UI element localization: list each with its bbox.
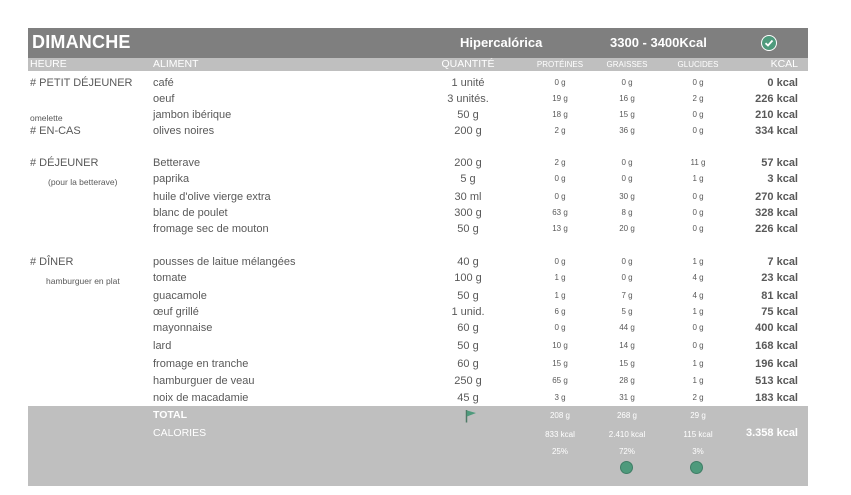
row-quantity: 50 g [457, 109, 479, 121]
total-protein-kcal: 833 kcal [545, 430, 575, 439]
calorie-range: 3300 - 3400Kcal [610, 35, 707, 50]
row-time-label: (pour la betterave) [48, 177, 118, 187]
row-protein: 19 g [552, 94, 568, 103]
row-kcal: 334 kcal [755, 125, 798, 137]
table-row [28, 155, 808, 171]
day-title: DIMANCHE [32, 32, 131, 52]
row-carbs: 0 g [692, 78, 704, 87]
row-protein: 0 g [554, 174, 566, 183]
row-food: noix de macadamie [153, 392, 249, 404]
row-quantity: 200 g [454, 157, 482, 169]
check-circle-icon [761, 35, 777, 51]
row-kcal: 3 kcal [767, 173, 798, 185]
row-fat: 20 g [619, 224, 635, 233]
row-fat: 0 g [621, 78, 633, 87]
row-food: Betterave [153, 157, 201, 169]
row-fat: 30 g [619, 192, 635, 201]
row-protein: 0 g [554, 192, 566, 201]
row-quantity: 50 g [457, 223, 479, 235]
total-carbs-kcal: 115 kcal [683, 430, 713, 439]
table-row [28, 356, 808, 372]
row-quantity: 3 unités. [447, 93, 489, 105]
table-row [28, 91, 808, 107]
row-kcal: 328 kcal [755, 207, 798, 219]
table-row [28, 75, 808, 91]
row-quantity: 5 g [460, 173, 476, 185]
row-fat: 0 g [621, 273, 633, 282]
row-food: fromage sec de mouton [153, 223, 269, 235]
table-row [28, 107, 808, 123]
row-fat: 0 g [621, 257, 633, 266]
row-carbs: 1 g [692, 359, 704, 368]
row-food: fromage en tranche [153, 358, 249, 370]
row-carbs: 0 g [692, 192, 704, 201]
row-protein: 2 g [554, 158, 566, 167]
row-kcal: 210 kcal [755, 109, 798, 121]
row-carbs: 4 g [692, 291, 704, 300]
row-quantity: 100 g [454, 272, 482, 284]
column-header [28, 58, 808, 71]
protein-percent: 25% [551, 447, 568, 456]
row-carbs: 4 g [692, 273, 704, 282]
row-quantity: 50 g [457, 340, 479, 352]
row-fat: 14 g [619, 341, 635, 350]
row-kcal: 168 kcal [755, 340, 798, 352]
row-kcal: 0 kcal [767, 77, 798, 89]
row-kcal: 270 kcal [755, 191, 798, 203]
row-time-label: # EN-CAS [30, 125, 81, 137]
row-kcal: 196 kcal [755, 358, 798, 370]
row-food: œuf grillé [153, 306, 199, 318]
total-label: TOTAL [153, 409, 188, 421]
row-protein: 2 g [554, 126, 566, 135]
calories-label: CALORIES [153, 427, 207, 439]
row-food: oeuf [153, 93, 175, 105]
row-time-label: # DÎNER [30, 256, 74, 268]
row-kcal: 183 kcal [755, 392, 798, 404]
row-time-label: omelette [30, 113, 63, 123]
row-protein: 0 g [554, 78, 566, 87]
table-row [28, 390, 808, 406]
flag-icon [465, 409, 477, 423]
row-carbs: 1 g [692, 174, 704, 183]
row-fat: 5 g [621, 307, 633, 316]
row-carbs: 2 g [692, 94, 704, 103]
row-protein: 1 g [554, 291, 566, 300]
header-fat: GRAISSES [606, 60, 648, 69]
row-protein: 63 g [552, 208, 568, 217]
row-protein: 18 g [552, 110, 568, 119]
row-quantity: 200 g [454, 125, 482, 137]
row-protein: 65 g [552, 376, 568, 385]
plan-type: Hipercalórica [460, 35, 543, 50]
row-quantity: 60 g [457, 322, 479, 334]
table-row [28, 304, 808, 320]
row-time-label: hamburguer en plat [46, 276, 120, 286]
row-protein: 0 g [554, 257, 566, 266]
row-protein: 0 g [554, 323, 566, 332]
total-fat-kcal: 2.410 kcal [608, 430, 646, 439]
row-kcal: 513 kcal [755, 375, 798, 387]
total-protein-g: 208 g [549, 411, 571, 420]
row-carbs: 2 g [692, 393, 704, 402]
row-protein: 10 g [552, 341, 568, 350]
table-row [28, 288, 808, 304]
row-carbs: 0 g [692, 110, 704, 119]
row-carbs: 0 g [692, 208, 704, 217]
table-row [28, 171, 808, 187]
row-food: lard [153, 340, 172, 352]
header-food: ALIMENT [153, 58, 199, 70]
row-food: guacamole [153, 290, 207, 302]
row-kcal: 57 kcal [761, 157, 798, 169]
row-fat: 44 g [619, 323, 635, 332]
row-quantity: 300 g [454, 207, 482, 219]
table-row [28, 254, 808, 270]
title-bar [28, 28, 808, 58]
header-time: HEURE [30, 58, 67, 70]
row-food: mayonnaise [153, 322, 213, 334]
row-food: jambon ibérique [153, 109, 232, 121]
table-row [28, 373, 808, 389]
row-carbs: 1 g [692, 257, 704, 266]
fat-percent: 72% [618, 447, 635, 456]
row-protein: 15 g [552, 359, 568, 368]
table-row [28, 221, 808, 237]
row-protein: 6 g [554, 307, 566, 316]
header-protein: PROTÉINES [536, 60, 584, 69]
row-kcal: 226 kcal [755, 93, 798, 105]
table-row [28, 123, 808, 139]
row-time-label: # DÉJEUNER [30, 157, 99, 169]
table-row [28, 320, 808, 336]
row-food: café [153, 77, 174, 89]
fat-indicator-icon [620, 461, 633, 474]
row-fat: 0 g [621, 158, 633, 167]
row-carbs: 11 g [690, 158, 706, 167]
row-kcal: 23 kcal [761, 272, 798, 284]
row-carbs: 0 g [692, 126, 704, 135]
row-food: paprika [153, 173, 190, 185]
row-fat: 8 g [621, 208, 633, 217]
header-quantity: QUANTITÉ [441, 58, 495, 70]
row-kcal: 75 kcal [761, 306, 798, 318]
totals-block [28, 406, 808, 486]
row-kcal: 81 kcal [761, 290, 798, 302]
header-carbs: GLUCIDES [677, 60, 719, 69]
row-kcal: 7 kcal [767, 256, 798, 268]
row-fat: 16 g [619, 94, 635, 103]
row-carbs: 0 g [692, 323, 704, 332]
total-kcal: 3.358 kcal [746, 427, 798, 439]
row-food: tomate [153, 272, 187, 284]
row-protein: 13 g [552, 224, 568, 233]
row-carbs: 0 g [692, 341, 704, 350]
carbs-percent: 3% [692, 447, 704, 456]
row-quantity: 1 unid. [451, 306, 485, 318]
table-row [28, 205, 808, 221]
row-protein: 1 g [554, 273, 566, 282]
row-kcal: 400 kcal [755, 322, 798, 334]
row-food: hamburguer de veau [153, 375, 255, 387]
row-kcal: 226 kcal [755, 223, 798, 235]
row-quantity: 30 ml [454, 191, 482, 203]
row-fat: 15 g [619, 110, 635, 119]
row-food: olives noires [153, 125, 215, 137]
row-carbs: 1 g [692, 307, 704, 316]
row-quantity: 250 g [454, 375, 482, 387]
row-protein: 3 g [554, 393, 566, 402]
row-carbs: 1 g [692, 376, 704, 385]
row-quantity: 60 g [457, 358, 479, 370]
row-time-label: # PETIT DÉJEUNER [30, 77, 133, 89]
row-fat: 0 g [621, 174, 633, 183]
row-carbs: 0 g [692, 224, 704, 233]
table-row [28, 338, 808, 354]
carbs-indicator-icon [690, 461, 703, 474]
row-fat: 36 g [619, 126, 635, 135]
row-food: huile d'olive vierge extra [153, 191, 271, 203]
row-fat: 31 g [619, 393, 635, 402]
row-fat: 28 g [619, 376, 635, 385]
total-fat-g: 268 g [616, 411, 638, 420]
row-quantity: 1 unité [451, 77, 485, 89]
row-quantity: 45 g [457, 392, 479, 404]
row-food: pousses de laitue mélangées [153, 256, 296, 268]
row-fat: 7 g [621, 291, 633, 300]
total-carbs-g: 29 g [690, 411, 706, 420]
row-quantity: 40 g [457, 256, 479, 268]
header-kcal: KCAL [770, 58, 798, 70]
row-food: blanc de poulet [153, 207, 228, 219]
row-quantity: 50 g [457, 290, 479, 302]
row-fat: 15 g [619, 359, 635, 368]
table-row [28, 270, 808, 286]
table-row [28, 189, 808, 205]
